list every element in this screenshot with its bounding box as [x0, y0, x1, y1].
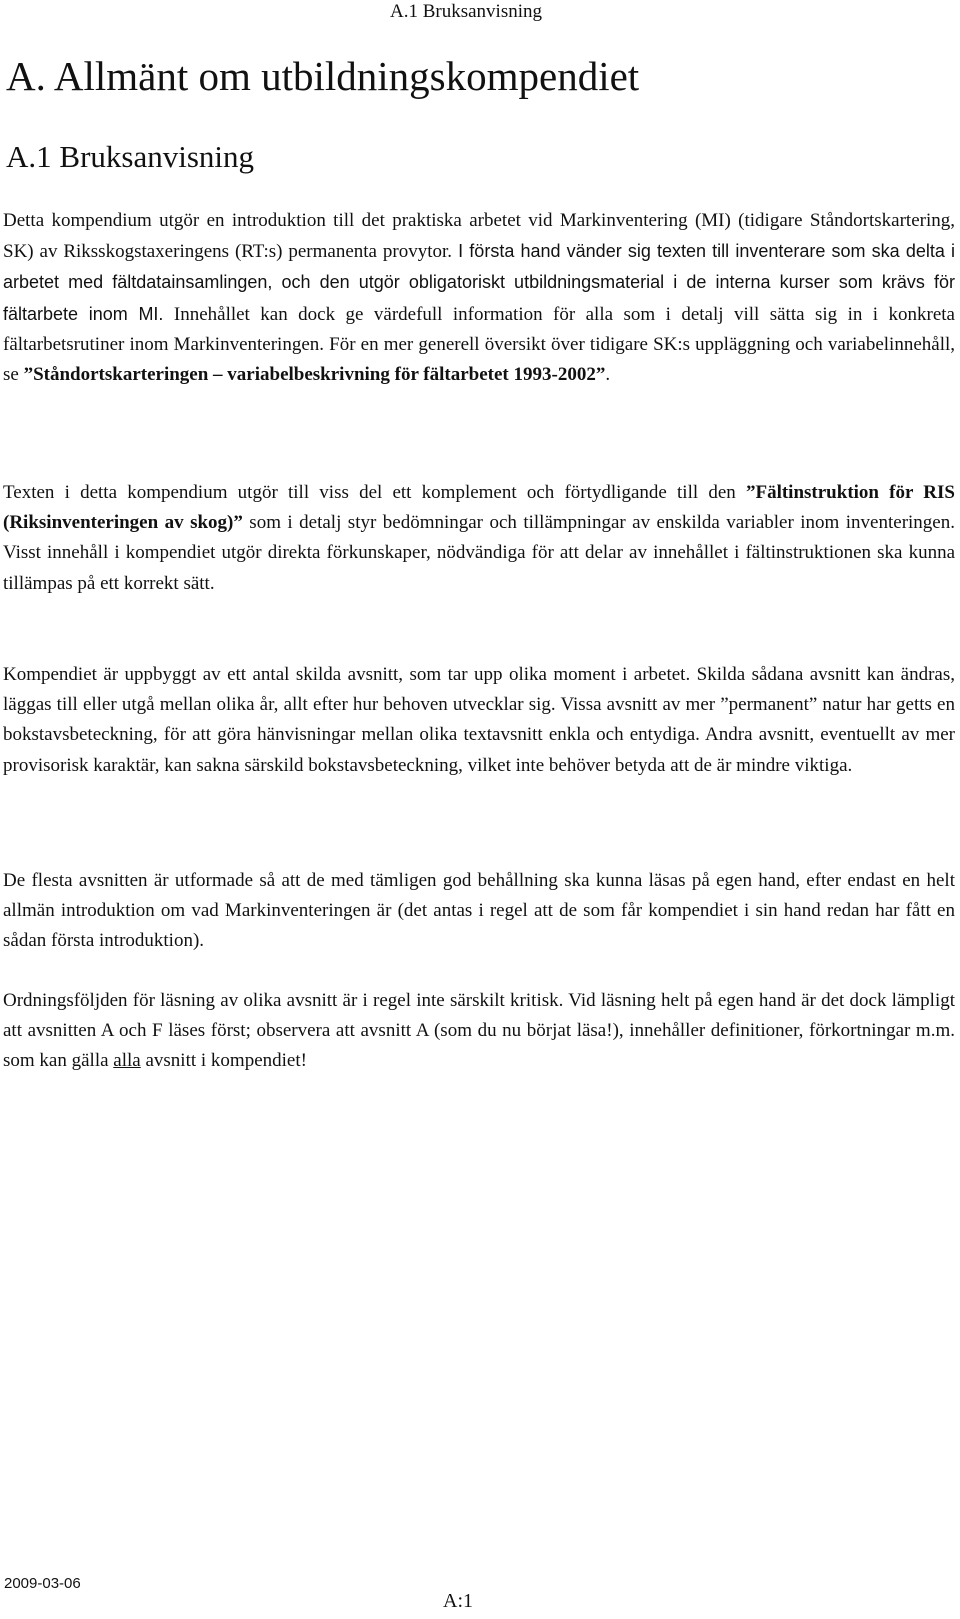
paragraph-reading-order — [3, 986, 955, 1077]
page-number: A:1 — [443, 1590, 473, 1612]
intro-sentence-1: Detta kompendium utgör en introduktion till det praktiska arbetet vid Markinventering (MI) (tidigare Ståndortskartering, SK) av Riksskogstaxeringens (RT:s) permanenta provytor. — [3, 210, 955, 263]
paragraph-structure: Kompendiet är uppbyggt av ett antal skilda avsnitt, som tar upp olika moment i arbetet. Skilda sådana avsnitt kan ändras, läggas till eller utgå mellan olika år, allt efter hur behoven utvecklar sig. Vissa avsnitt av mer ”permanent” natur har getts en bokstavsbeteckning, för att göra hänvisningar mellan olika textavsnitt enkla och entydiga. Andra avsnitt, eventuellt av mer provisorisk karaktär, kan sakna särskild bokstavsbeteckning, vilket inte behöver betyda att de är mindre viktiga. — [3, 664, 955, 776]
intro-end: . — [605, 364, 611, 386]
reference-standortskarteringen: ”Ståndortskarteringen – variabelbeskrivning för fältarbetet 1993-2002” — [23, 364, 606, 386]
intro-sentence-2: I första hand vänder sig texten till inventerare som ska delta i arbetet med fältdatainsamlingen, och den utgör obligatoriskt utbildningsmaterial i de interna kurser som krävs för fältarbete inom MI. — [3, 241, 955, 324]
complement-text-1: Texten i detta kompendium utgör till viss del ett komplement och förtydligande till den — [3, 482, 746, 503]
footer-date: 2009-03-06 — [4, 1575, 81, 1592]
paragraph-complement — [3, 478, 955, 599]
reference-faltinstruktion: ”Fältinstruktion för RIS (Riksinventeringen av skog)” — [3, 482, 955, 534]
chapter-title: A. Allmänt om utbildningskompendiet — [6, 53, 640, 99]
reading-order-text-2: avsnitt i kompendiet! — [140, 1050, 307, 1072]
section-title: A.1 Bruksanvisning — [6, 139, 254, 174]
complement-text-2: som i detalj styr bedömningar och tillämpningar av enskilda variabler inom inventeringen. Visst innehåll i kompendiet utgör direkta förkunskaper, nödvändiga för att delar av innehållet i fältinstruktionen ska kunna tillämpas på ett korrekt sätt. — [3, 512, 955, 594]
running-header: A.1 Bruksanvisning — [390, 1, 542, 22]
paragraph-self-study: De flesta avsnitten är utformade så att de med tämligen god behållning ska kunna läsas på egen hand, efter endast en helt allmän introduktion om vad Markinventeringen är (det antas i regel att de som får kompendiet i sin hand redan har fått en sådan första introduktion). — [3, 870, 955, 952]
intro-sentence-3: Innehållet kan dock ge värdefull information för alla som i detalj vill sätta sig in i konkreta fältarbetsrutiner inom Markinventeringen. För en mer generell översikt över tidigare SK:s uppläggning och variabelinnehåll, se — [3, 303, 955, 386]
reading-order-text-1: Ordningsföljden för läsning av olika avsnitt är i regel inte särskilt kritisk. Vid läsning helt på egen hand är det dock lämpligt att avsnitten A och F läses först; observera att avsnitt A (som du nu börjat läsa!), innehåller definitioner, förkortningar m.m. som kan gälla — [3, 990, 955, 1072]
paragraph-intro — [3, 206, 955, 390]
emphasis-alla: alla — [113, 1050, 141, 1072]
